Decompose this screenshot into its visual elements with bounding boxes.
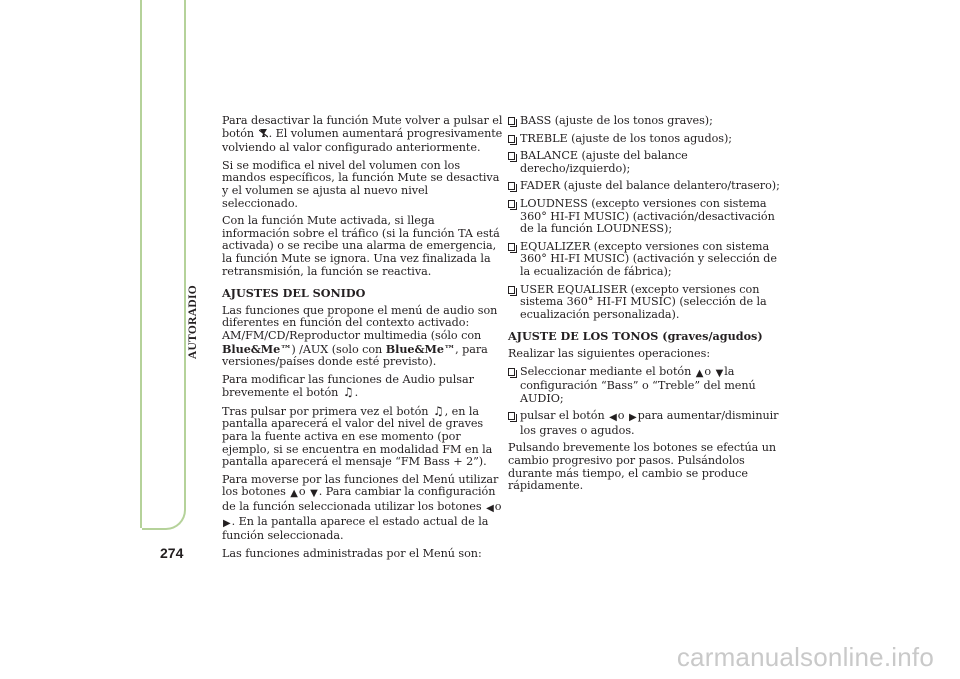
section-heading-sound: AJUSTES DEL SONIDO [222,286,366,301]
bullet-icon [508,368,515,376]
bullet-icon [508,412,515,420]
paragraph-mute-off: Para desactivar la función Mute volver a pulsar el botón . El volumen aumentará progresivamente volviendo al valor configurado anteriormente. [222,114,503,155]
music-note-icon: ♫ [432,403,444,418]
list-item: BALANCE (ajuste del balance derecho/izquierdo); [508,150,790,175]
arrow-down-icon: ▼ [310,488,318,500]
arrow-left-icon: ◀ [486,503,494,515]
bullet-icon [508,117,515,125]
arrow-right-icon: ▶ [223,517,231,529]
bullet-icon [508,152,515,160]
arrow-down-icon: ▼ [715,367,724,379]
list-item: BASS (ajuste de los tonos graves); [508,115,790,128]
bullet-icon [508,182,515,190]
list-item: FADER (ajuste del balance delantero/trasero); [508,180,790,193]
paragraph-navigate: Para moverse por las funciones del Menú utilizar los botones ▲o ▼. Para cambiar la configuración de la función seleccionada utilizar los botones ◀o ▶. En la pantalla aparece el estado actual de la función seleccionada. [222,472,502,543]
bullet-icon [508,243,515,251]
section-tab-label: AUTORADIO [187,284,199,360]
watermark: carmanualsonline.info [676,642,934,672]
paragraph-volume: Si se modifica el nivel del volumen con los mandos específicos, la función Mute se desactiva y el volumen se ajusta al nuevo nivel seleccionado. [222,158,500,210]
bullet-icon [508,135,515,143]
section-heading-tones: AJUSTE DE LOS TONOS (graves/agudos) [508,329,763,344]
bullet-icon [508,200,515,208]
arrow-right-icon: ▶ [628,412,637,424]
paragraph-progressive: Pulsando brevemente los botones se efectúa un cambio progresivo por pasos. Pulsándolos durante más tiempo, el cambio se produce rápidamente. [508,441,777,493]
paragraph-functions: Las funciones administradas por el Menú son: [222,546,482,560]
arrow-up-icon: ▲ [695,367,704,379]
paragraph-audio-button: Para modificar las funciones de Audio pulsar brevemente el botón ♫. [222,372,474,400]
music-note-icon: ♫ [342,385,354,400]
list-item: USER EQUALISER (excepto versiones con sistema 360° HI-FI MUSIC) (selección de la ecualización personalizada). [508,284,790,322]
mute-icon [259,128,268,143]
paragraph-audio-menu: Las funciones que propone el menú de audio son diferentes en función del contexto activado: AM/FM/CD/Reproductor multimedia (sólo con Blue&Me™) /AUX (solo con Blue&Me™, para versiones/países donde esté previsto). [222,303,498,369]
list-item: TREBLE (ajuste de los tonos agudos); [508,133,790,146]
list-item: EQUALIZER (excepto versiones con sistema 360° HI-FI MUSIC) (activación y selección de la ecualización de fábrica); [508,241,790,279]
bullet-icon [508,286,515,294]
list-item: pulsar el botón ◀o ▶para aumentar/disminuir los graves o agudos. [508,410,790,437]
arrow-up-icon: ▲ [290,488,298,500]
list-item: Seleccionar mediante el botón ▲o ▼la configuración “Bass” o “Treble” del menú AUDIO; [508,366,790,406]
list-item: LOUDNESS (excepto versiones con sistema 360° HI-FI MUSIC) (activación/desactivación de la función LOUDNESS); [508,198,790,236]
section-tab [186,262,200,382]
paragraph-traffic: Con la función Mute activada, si llega información sobre el tráfico (si la función TA está activada) o se recibe una alarma de emergencia, la función Mute se ignora. Una vez finalizada la retransmisión, la función se reactiva. [222,214,500,278]
paragraph-first-press: Tras pulsar por primera vez el botón ♫, en la pantalla aparecerá el valor del nivel de graves para la fuente activa en ese momento (por ejemplo, si se encuentra en modalidad FM en la pantalla aparecerá el mensaje “FM Bass + 2”). [222,403,493,469]
right-column [508,115,790,498]
margin-bar [142,0,186,530]
left-column [222,115,504,565]
page-number: 274 [160,545,184,561]
arrow-left-icon: ◀ [609,412,617,424]
paragraph-operations: Realizar las siguientes operaciones: [508,346,711,360]
